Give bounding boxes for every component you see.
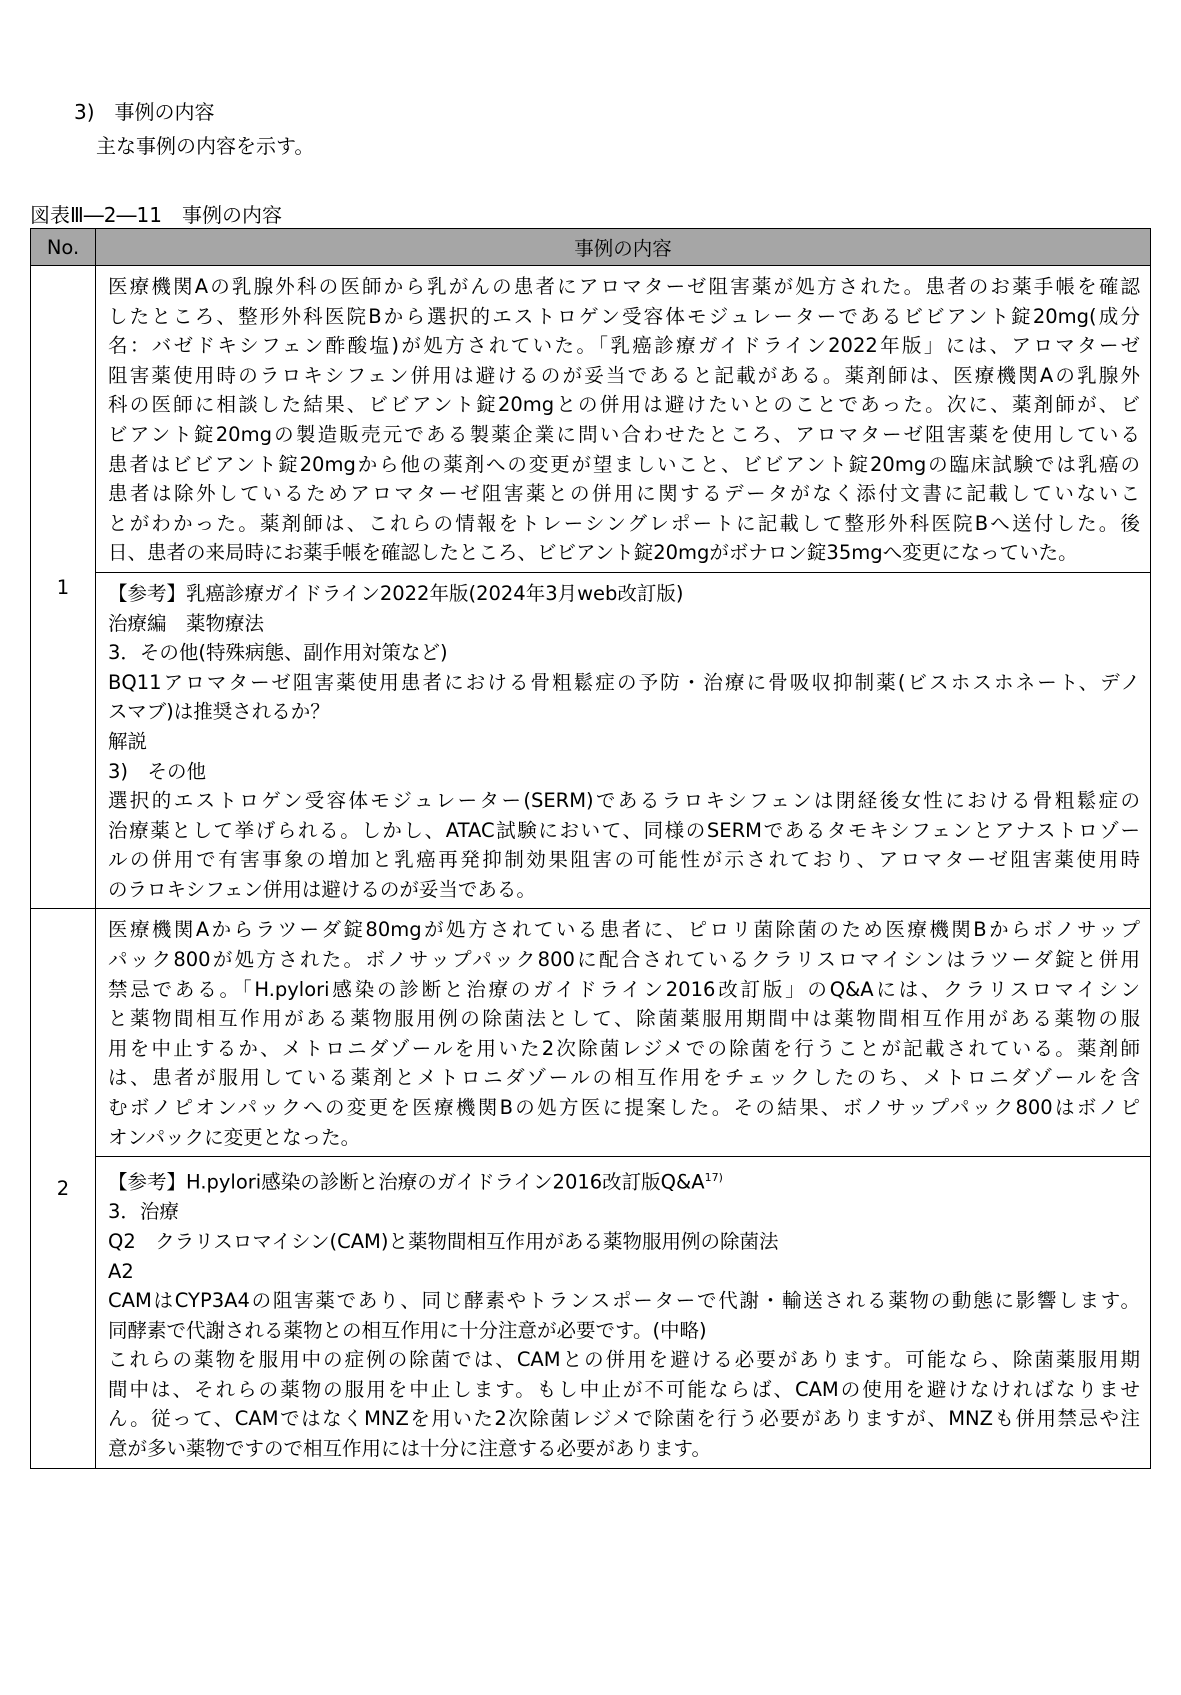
table-row xyxy=(31,909,1151,1157)
table-row-reference xyxy=(31,572,1151,909)
reference-text-line: のラロキシフェン併用は避けるのが妥当である。 xyxy=(108,877,536,901)
reference-text-line: BQ11アロマターゼ阻害薬使用患者における骨粗鬆症の予防・治療に骨吸収抑制薬(ビスホスホネート、デノ xyxy=(108,670,1140,694)
reference-text-line: Q2 クラリスロマイシン(CAM)と薬物間相互作用がある薬物服用例の除菌法 xyxy=(108,1229,779,1253)
case-text-line: とがわかった。薬剤師は、これらの情報をトレーシングレポートに記載して整形外科医院Bへ送付した。後 xyxy=(108,511,1140,535)
case-description xyxy=(96,909,1151,1157)
reference-text-line: 意が多い薬物ですので相互作用には十分に注意する必要があります。 xyxy=(108,1437,711,1461)
header-no: No. xyxy=(31,229,96,266)
intro-text: 主な事例の内容を示す。 xyxy=(96,134,315,158)
reference-text-line: 同酵素で代謝される薬物との相互作用に十分注意が必要です。(中略) xyxy=(108,1318,707,1342)
section-heading: 3) 事例の内容 xyxy=(74,100,215,124)
case-text-line: 医療機関Aの乳腺外科の医師から乳がんの患者にアロマターゼ阻害薬が処方された。患者のお薬手帳を確認 xyxy=(108,275,1140,298)
case-number: 2 xyxy=(31,909,96,1468)
reference-block xyxy=(96,1157,1151,1468)
reference-text-line: CAMはCYP3A4の阻害薬であり、同じ酵素やトランスポーターで代謝・輸送される薬物の動態に影響します。 xyxy=(108,1289,1140,1313)
table-row xyxy=(31,266,1151,573)
reference-text-line: 3) その他 xyxy=(108,759,207,783)
case-text-line: 医療機関Aからラツーダ錠80mgが処方されている患者に、ピロリ菌除菌のため医療機関Bからボノサップ xyxy=(108,918,1140,942)
case-text-line: 患者はビビアント錠20mgから他の薬剤への変更が望ましいこと、ビビアント錠20mgの臨床試験では乳癌の xyxy=(108,452,1140,476)
case-text-line: 用を中止するか、メトロニダゾールを用いた2次除菌レジメでの除菌を行うことが記載されている。薬剤師 xyxy=(108,1036,1140,1060)
case-text-line: 患者は除外しているためアロマターゼ阻害薬との併用に関するデータがなく添付文書に記載していないこ xyxy=(108,482,1140,506)
reference-text-line: ん。従って、CAMではなくMNZを用いた2次除菌レジメで除菌を行う必要がありますが、MNZも併用禁忌や注 xyxy=(108,1407,1140,1431)
reference-text-line: A2 xyxy=(108,1259,134,1283)
reference-text-line: 【参考】乳癌診療ガイドライン2022年版(2024年3月web改訂版) xyxy=(108,581,684,605)
reference-text-line: 間中は、それらの薬物の服用を中止します。もし中止が不可能ならば、CAMの使用を避けなければなりませ xyxy=(108,1377,1140,1401)
table-header-row xyxy=(31,229,1151,266)
reference-text-line: 選択的エストロゲン受容体モジュレーター(SERM)であるラロキシフェンは閉経後女性における骨粗鬆症の xyxy=(108,789,1140,813)
table-caption: 図表Ⅲ―2―11 事例の内容 xyxy=(30,203,282,227)
reference-text-line: 治療薬として挙げられる。しかし、ATAC試験において、同様のSERMであるタモキシフェンとアナストロゾー xyxy=(108,818,1140,842)
reference-title-text: 【参考】H.pylori感染の診断と治療のガイドライン2016改訂版Q&A xyxy=(108,1170,705,1194)
reference-text-line: 解説 xyxy=(108,729,148,753)
table-row-reference xyxy=(31,1157,1151,1468)
case-number: 1 xyxy=(31,266,96,909)
case-text-line: 名：バゼドキシフェン酢酸塩)が処方されていた。「乳癌診療ガイドライン2022年版」には、アロマターゼ xyxy=(108,334,1140,358)
case-text-line: パック800が処方された。ボノサップパック800に配合されているクラリスロマイシンはラツーダ錠と併用 xyxy=(108,948,1140,972)
case-text-line: むボノピオンパックへの変更を医療機関Bの処方医に提案した。その結果、ボノサップパック800はボノピ xyxy=(108,1096,1140,1120)
case-text-line: は、患者が服用している薬剤とメトロニダゾールの相互作用をチェックしたのち、メトロニダゾールを含 xyxy=(108,1066,1140,1090)
reference-text-line: 治療編 薬物療法 xyxy=(108,611,265,635)
case-description xyxy=(96,266,1151,573)
reference-title xyxy=(108,1163,1140,1197)
case-text-line: ビアント錠20mgの製造販売元である製薬企業に問い合わせたところ、アロマターゼ阻害薬を使用している xyxy=(108,422,1140,446)
case-text-line: 禁忌である。「H.pylori感染の診断と治療のガイドライン2016改訂版」のQ&Aには、クラリスロマイシン xyxy=(108,977,1140,1001)
reference-block xyxy=(96,572,1151,909)
reference-text-line: 3．治療 xyxy=(108,1200,179,1224)
reference-text-line: 3．その他(特殊病態、副作用対策など) xyxy=(108,641,448,665)
reference-text-line: ルの併用で有害事象の増加と乳癌再発抑制効果阻害の可能性が示されており、アロマターゼ阻害薬使用時 xyxy=(108,848,1140,872)
case-text-line: 科の医師に相談した結果、ビビアント錠20mgとの併用は避けたいとのことであった。次に、薬剤師が、ビ xyxy=(108,393,1140,417)
header-content: 事例の内容 xyxy=(96,229,1151,266)
case-text-line: 阻害薬使用時のラロキシフェン併用は避けるのが妥当であると記載がある。薬剤師は、医療機関Aの乳腺外 xyxy=(108,363,1140,387)
reference-text-line: スマブ)は推奨されるか？ xyxy=(108,700,330,724)
reference-footnote: 17) xyxy=(704,1171,723,1185)
case-text-line: したところ、整形外科医院Bから選択的エストロゲン受容体モジュレーターであるビビアント錠20mg(成分 xyxy=(108,304,1140,328)
reference-text-line: これらの薬物を服用中の症例の除菌では、CAMとの併用を避ける必要があります。可能なら、除菌薬服用期 xyxy=(108,1348,1140,1372)
case-text-line: オンパックに変更となった。 xyxy=(108,1125,361,1149)
case-text-line: 日、患者の来局時にお薬手帳を確認したところ、ビビアント錠20mgがボナロン錠35mgへ変更になっていた。 xyxy=(108,541,1078,565)
case-text-line: と薬物間相互作用がある薬物服用例の除菌法として、除菌薬服用期間中は薬物間相互作用がある薬物の服 xyxy=(108,1007,1140,1031)
case-table xyxy=(30,228,1151,1469)
